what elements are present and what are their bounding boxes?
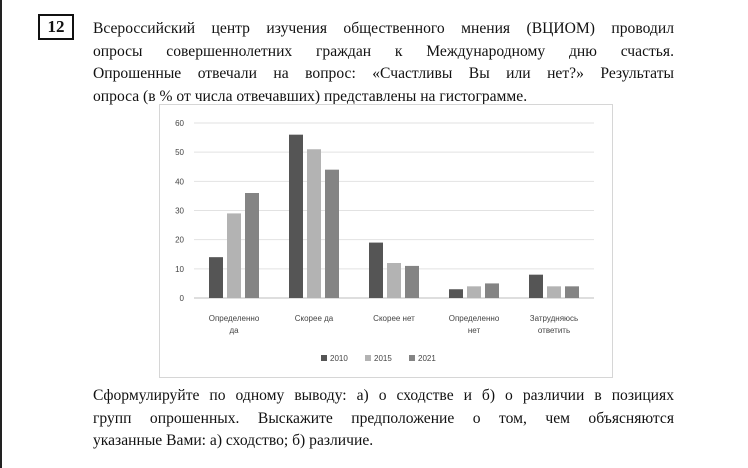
- bar-2015: [547, 286, 561, 298]
- x-category-label: нет: [467, 326, 481, 335]
- bar-2015: [387, 263, 401, 298]
- bar-2015: [467, 286, 481, 298]
- x-category-label: Затрудняюсь: [529, 314, 579, 323]
- bar-2015: [227, 213, 241, 298]
- task-question-text: [93, 385, 674, 453]
- x-category-label: Скорее нет: [373, 314, 415, 323]
- x-category-label: Скорее да: [294, 314, 334, 323]
- legend-label: 2010: [330, 354, 348, 363]
- x-category-label: да: [229, 326, 239, 335]
- legend-swatch-2021: [409, 355, 415, 361]
- legend-label: 2015: [374, 354, 392, 363]
- task-number: 12: [38, 14, 74, 40]
- x-category-label: Определенно: [448, 314, 500, 323]
- question-line: указанные Вами: а) сходство; б) различие.: [93, 432, 374, 449]
- y-tick-label: 10: [175, 264, 184, 274]
- bar-2010: [449, 289, 463, 298]
- legend-label: 2021: [418, 354, 436, 363]
- intro-line: Опрошенные отвечали на вопрос: «Счастливы Вы или нет?» Результаты: [93, 65, 674, 82]
- y-tick-label: 0: [179, 294, 184, 303]
- bar-2010: [289, 135, 303, 298]
- bar-2021: [485, 283, 499, 298]
- bar-2021: [565, 286, 579, 298]
- intro-line: опросы совершеннолетних граждан к Международному дню счастья.: [93, 42, 674, 60]
- histogram-svg: [160, 105, 614, 379]
- x-category-label: Определенно: [208, 314, 260, 323]
- bar-2021: [405, 266, 419, 298]
- y-tick-label: 50: [175, 148, 184, 158]
- bar-2021: [245, 193, 259, 298]
- question-line: групп опрошенных. Выскажите предположение о том, чем объясняются: [93, 409, 674, 427]
- y-tick-label: 20: [175, 235, 184, 245]
- bar-2015: [307, 149, 321, 298]
- bar-2010: [369, 243, 383, 298]
- question-line: Сформулируйте по одному выводу: а) о сходстве и б) о различии в позициях: [93, 387, 674, 404]
- legend-swatch-2010: [321, 355, 327, 361]
- y-tick-label: 40: [175, 177, 184, 187]
- histogram-chart: [159, 104, 613, 378]
- legend-swatch-2015: [365, 355, 371, 361]
- bar-2010: [209, 257, 223, 298]
- bar-2010: [529, 275, 543, 298]
- x-category-label: ответить: [537, 326, 571, 335]
- task-intro-text: [93, 18, 674, 108]
- intro-line: Всероссийский центр изучения общественного мнения (ВЦИОМ) проводил: [93, 20, 674, 37]
- y-tick-label: 60: [175, 119, 184, 128]
- intro-line: опроса (в % от числа отвечавших) представлены на гистограмме.: [93, 87, 528, 105]
- y-tick-label: 30: [175, 206, 184, 216]
- bar-2021: [325, 170, 339, 298]
- page-edge-line: [0, 0, 2, 468]
